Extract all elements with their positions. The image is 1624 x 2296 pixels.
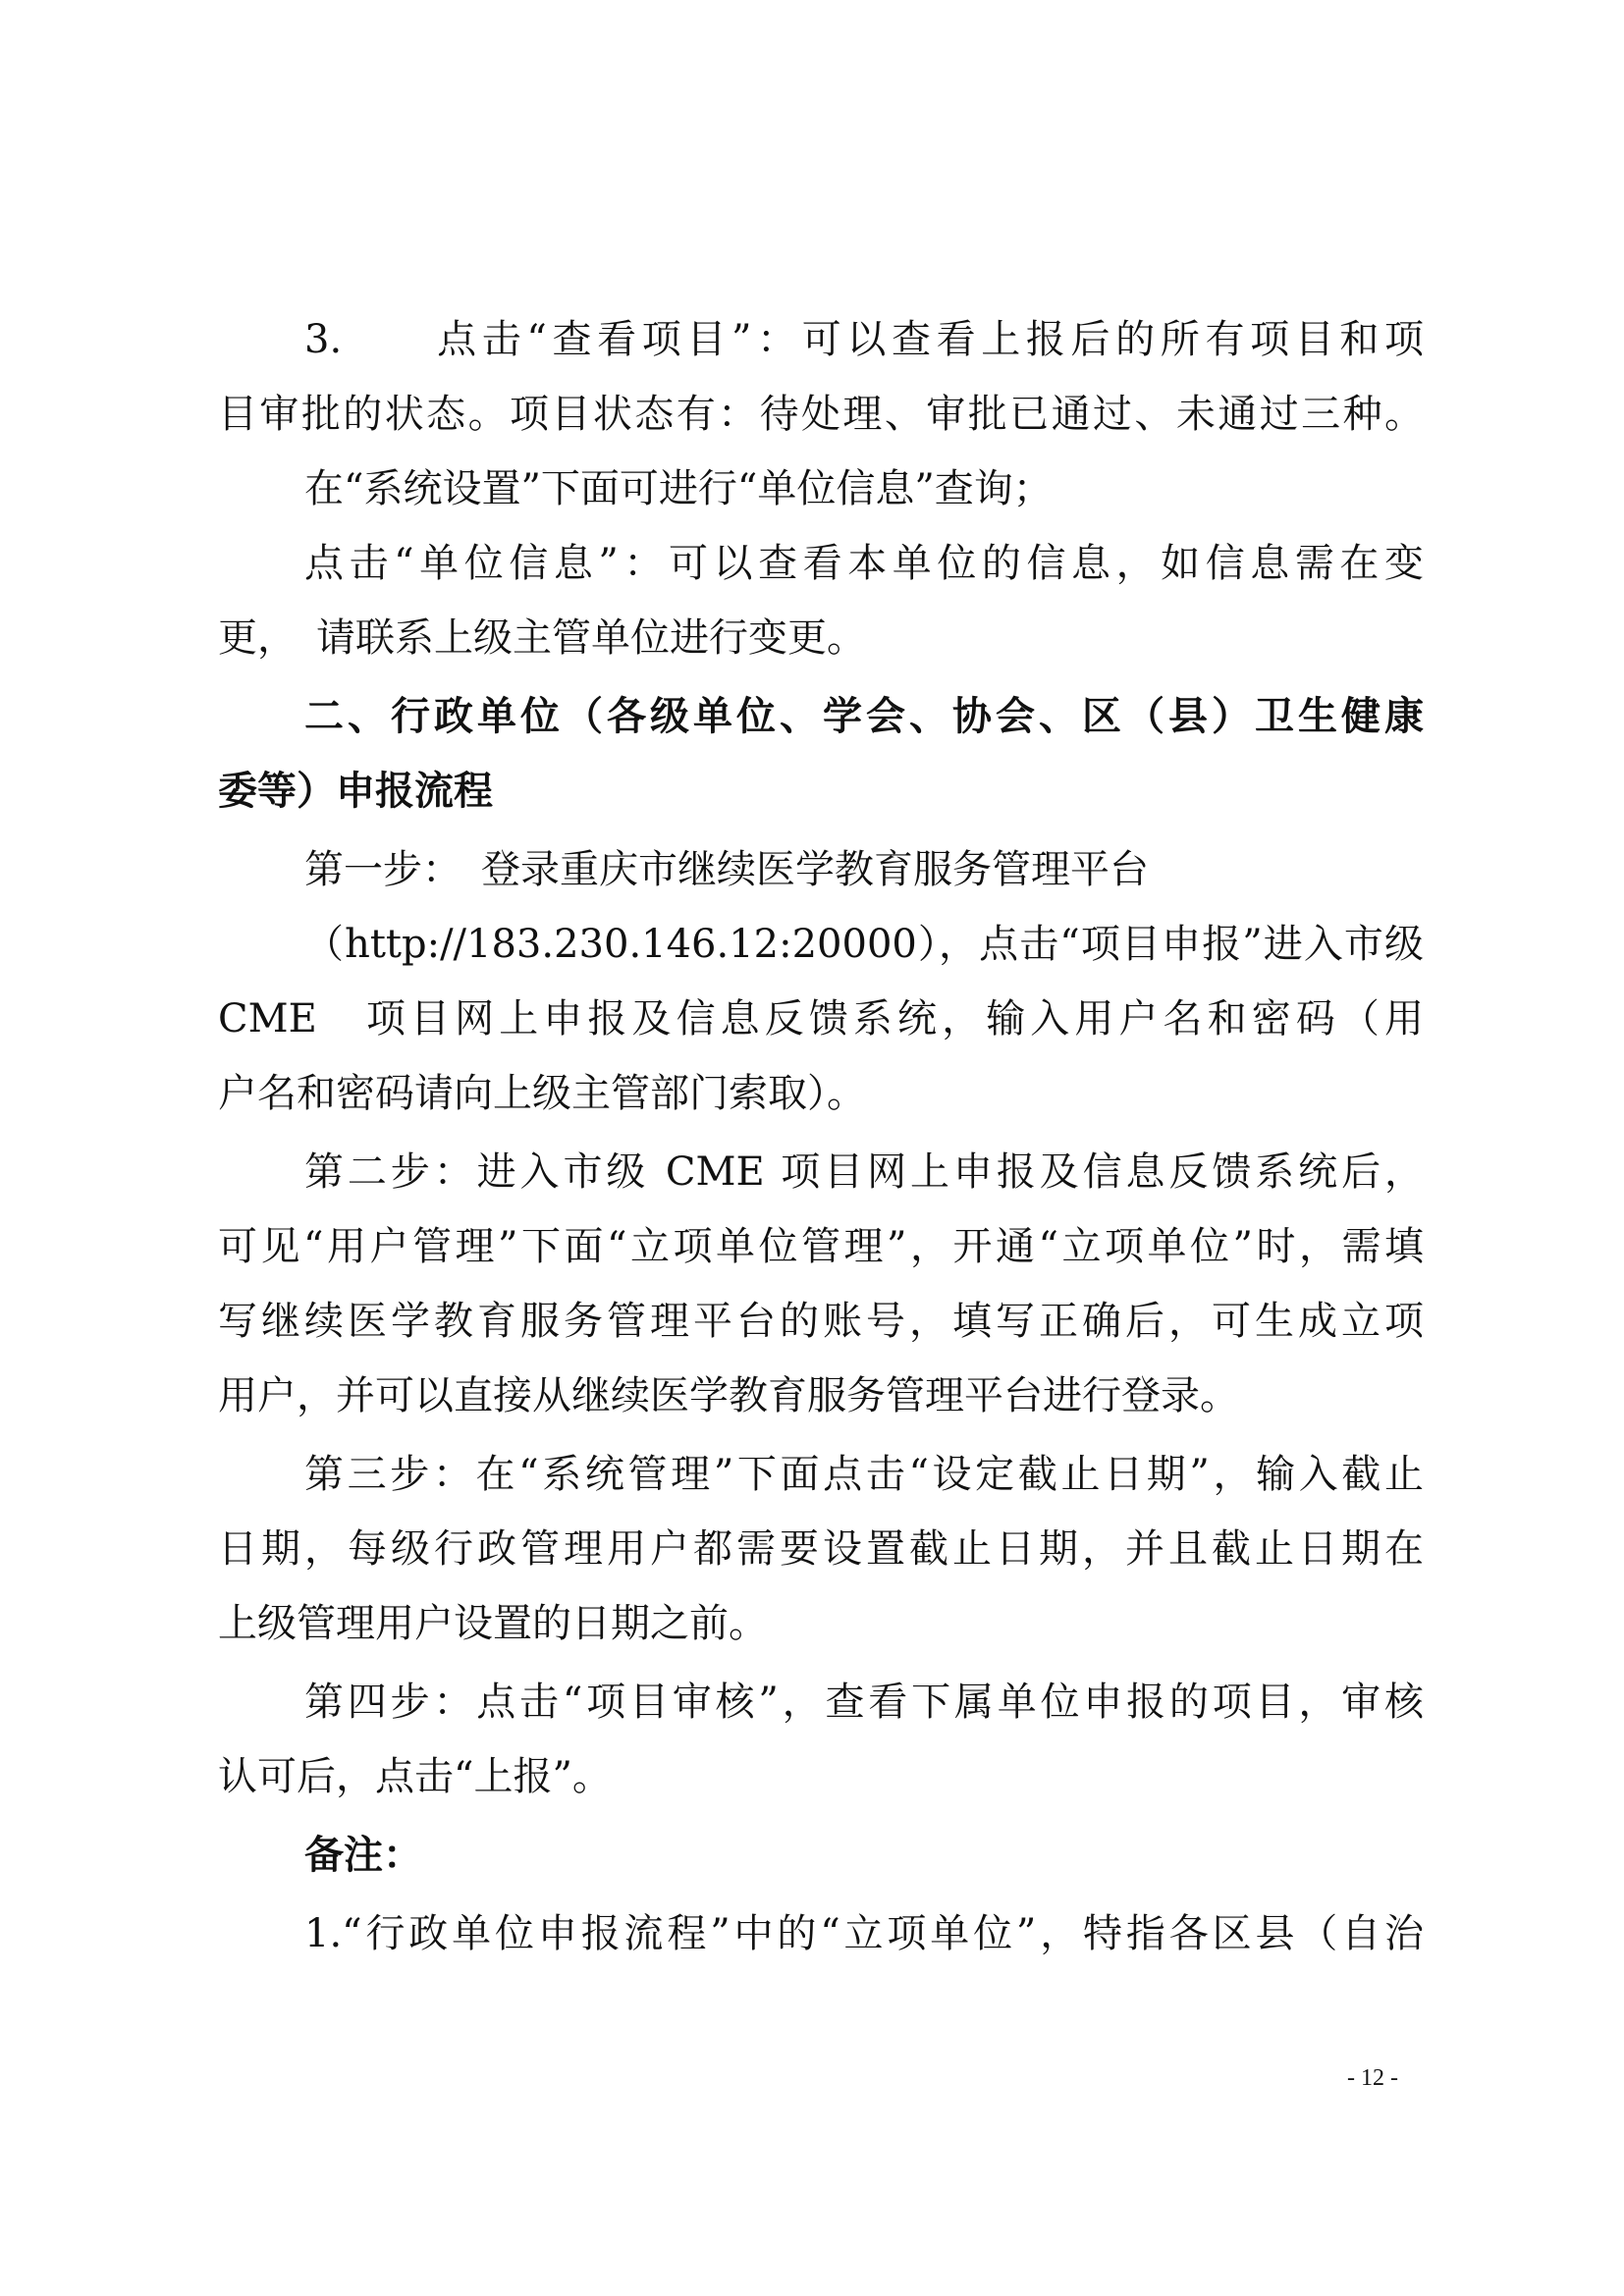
text-line: （http://183.230.146.12:20000），点击“项目申报”进入市级 [304,922,1424,967]
text-line: 第三步：在“系统管理”下面点击“设定截止日期”，输入截止 [304,1452,1424,1497]
text-line: 在“系统设置”下面可进行“单位信息”查询； [304,466,1053,511]
text-line: 点击“单位信息”：可以查看本单位的信息，如信息需在变 [304,541,1424,586]
text-line: CME 项目网上申报及信息反馈系统，输入用户名和密码（用 [218,996,1424,1041]
text-line: 上级管理用户设置的日期之前。 [218,1601,768,1646]
text-line: 日期，每级行政管理用户都需要设置截止日期，并且截止日期在 [218,1526,1424,1572]
text-line: 第二步：进入市级 CME 项目网上申报及信息反馈系统后， [304,1149,1424,1195]
text-line: 目审批的状态。项目状态有：待处理、审批已通过、未通过三种。 [218,392,1424,437]
text-line: 3. 点击“查看项目”：可以查看上报后的所有项目和项 [304,317,1424,362]
text-line: 更， 请联系上级主管单位进行变更。 [218,615,866,661]
text-line: 第四步：点击“项目审核”，查看下属单位申报的项目，审核 [304,1680,1424,1725]
text-line: 认可后，点击“上报”。 [218,1754,612,1799]
text-line: 第一步： 登录重庆市继续医学教育服务管理平台 [304,847,1149,892]
note-heading: 备注： [304,1833,422,1878]
page-number: - 12 - [1347,2065,1398,2091]
text-line: 用户，并可以直接从继续医学教育服务管理平台进行登录。 [218,1373,1239,1418]
section-heading: 委等）申报流程 [218,769,493,814]
section-heading: 二、行政单位（各级单位、学会、协会、区（县）卫生健康 [304,694,1424,739]
text-line: 写继续医学教育服务管理平台的账号，填写正确后，可生成立项 [218,1299,1424,1344]
text-line: 可见“用户管理”下面“立项单位管理”，开通“立项单位”时，需填 [218,1224,1424,1269]
text-line: 户名和密码请向上级主管部门索取）。 [218,1071,866,1116]
text-line: 1.“行政单位申报流程”中的“立项单位”，特指各区县（自治 [304,1911,1424,1956]
